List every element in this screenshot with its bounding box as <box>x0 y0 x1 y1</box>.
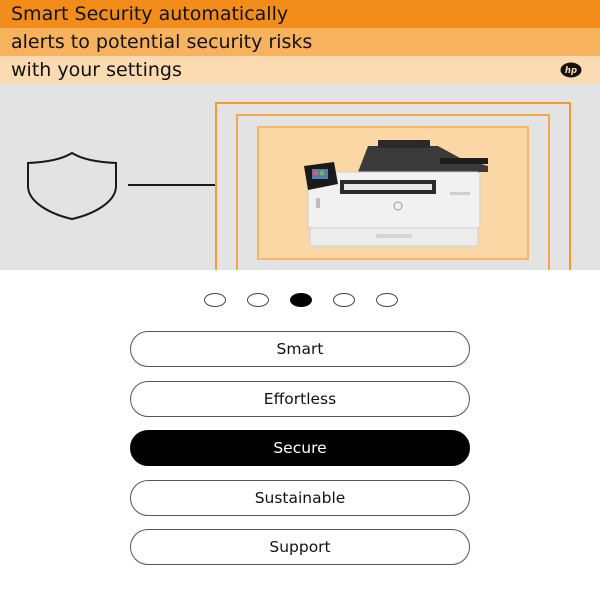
carousel-dot-5[interactable] <box>376 293 398 307</box>
category-button-list <box>130 331 470 579</box>
svg-text:hp: hp <box>564 66 578 76</box>
shield-icon <box>24 150 120 222</box>
sustainable-button[interactable]: Sustainable <box>130 480 470 516</box>
hp-logo <box>560 62 582 78</box>
hero-illustration <box>0 84 600 270</box>
headline-line-1: Smart Security automatically <box>0 0 600 28</box>
headline-line-3 <box>0 56 600 84</box>
printer-image <box>300 136 492 250</box>
carousel-dot-4[interactable] <box>333 293 355 307</box>
connector-line <box>128 184 216 186</box>
secure-button[interactable]: Secure <box>130 430 470 466</box>
carousel-dot-1[interactable] <box>204 293 226 307</box>
carousel-pagination <box>204 293 398 307</box>
carousel-dot-3[interactable] <box>290 293 312 307</box>
support-button[interactable]: Support <box>130 529 470 565</box>
headline-line-2: alerts to potential security risks <box>0 28 600 56</box>
effortless-button[interactable]: Effortless <box>130 381 470 417</box>
carousel-dot-2[interactable] <box>247 293 269 307</box>
smart-button[interactable]: Smart <box>130 331 470 367</box>
headline-line-3-text: with your settings <box>11 59 182 81</box>
